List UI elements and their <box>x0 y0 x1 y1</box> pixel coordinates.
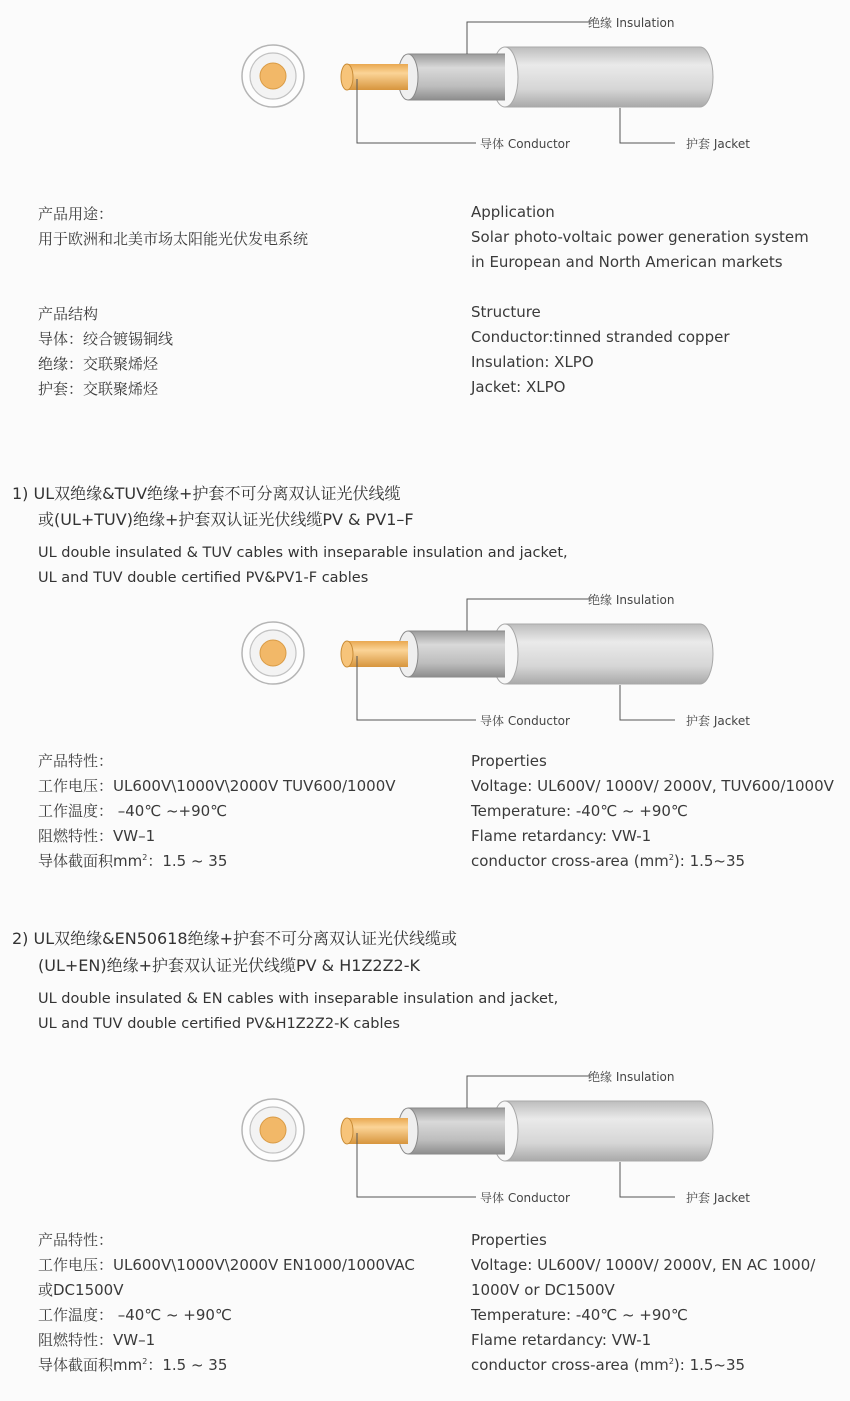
structure-conductor-cn: 导体：绞合镀锡铜线 <box>38 330 174 348</box>
voltage-cn: 工作电压：UL600V\1000V\2000V TUV600/1000V <box>38 777 396 795</box>
section1-properties-en <box>471 749 834 874</box>
cable-diagram-section1 <box>0 573 850 743</box>
flame-en: Flame retardancy: VW-1 <box>471 827 652 845</box>
properties-title-en: Properties <box>471 752 547 770</box>
temperature-en: Temperature: -40℃ ~ +90℃ <box>471 802 688 820</box>
structure-insulation-en: Insulation: XLPO <box>471 353 594 371</box>
area-cn: 导体截面积$mm^2$：1.5 ~ 35 <box>38 852 228 870</box>
jacket-label: 护套 Jacket <box>686 714 750 728</box>
section2-title-line1: 2) UL双绝缘&EN50618绝缘+护套不可分离双认证光伏线缆或 <box>12 929 457 948</box>
area-en: conductor cross-area $(mm^2)$: 1.5~35 <box>471 1356 746 1374</box>
structure-title-en: Structure <box>471 303 541 321</box>
voltage-line2-cn: 或DC1500V <box>38 1281 124 1299</box>
structure-title-cn: 产品结构 <box>38 305 99 323</box>
voltage-en: Voltage: UL600V/ 1000V/ 2000V, TUV600/1000V <box>471 777 834 795</box>
voltage-line1-en: Voltage: UL600V/ 1000V/ 2000V, EN AC 1000/ <box>471 1256 816 1274</box>
application-line1-en: Solar photo-voltaic power generation system <box>471 228 809 246</box>
properties-title-en: Properties <box>471 1231 547 1249</box>
intro-english <box>471 200 809 400</box>
section2-subtitle-line1: UL double insulated & EN cables with inseparable insulation and jacket, <box>38 991 559 1007</box>
section2-properties-en <box>471 1228 815 1378</box>
flame-cn: 阻燃特性：VW–1 <box>38 1331 156 1349</box>
cable-diagram-section2 <box>0 1050 850 1220</box>
section1-subtitle-line1: UL double insulated & TUV cables with inseparable insulation and jacket, <box>38 545 568 561</box>
section1-properties-cn <box>38 749 396 874</box>
section2-title-line2: (UL+EN)绝缘+护套双认证光伏线缆PV & H1Z2Z2-K <box>38 956 421 975</box>
jacket-label: 护套 Jacket <box>686 137 750 151</box>
jacket-label: 护套 Jacket <box>686 1191 750 1205</box>
section1-title-line2: 或(UL+TUV)绝缘+护套双认证光伏线缆PV & PV1–F <box>38 510 414 529</box>
application-title-cn: 产品用途： <box>38 205 114 223</box>
voltage-line2-en: 1000V or DC1500V <box>471 1281 615 1299</box>
temperature-en: Temperature: -40℃ ~ +90℃ <box>471 1306 688 1324</box>
temperature-cn: 工作温度： –40℃ ~+90℃ <box>38 802 228 820</box>
section2-properties-cn <box>38 1228 415 1378</box>
insulation-label: 绝缘 Insulation <box>588 1070 675 1084</box>
application-line2-en: in European and North American markets <box>471 253 783 271</box>
structure-jacket-en: Jacket: XLPO <box>471 378 566 396</box>
properties-title-cn: 产品特性： <box>38 752 114 770</box>
section1-title-line1: 1) UL双绝缘&TUV绝缘+护套不可分离双认证光伏线缆 <box>12 484 401 503</box>
properties-title-cn: 产品特性： <box>38 1231 114 1249</box>
section2-subtitle-line2: UL and TUV double certified PV&H1Z2Z2-K cables <box>38 1016 400 1032</box>
application-text-cn: 用于欧洲和北美市场太阳能光伏发电系统 <box>38 230 309 248</box>
section1-subtitle-line2: UL and TUV double certified PV&PV1-F cables <box>38 570 369 586</box>
temperature-cn: 工作温度： –40℃ ~ +90℃ <box>38 1306 232 1324</box>
voltage-line1-cn: 工作电压：UL600V\1000V\2000V EN1000/1000VAC <box>38 1256 415 1274</box>
conductor-label: 导体 Conductor <box>480 1191 570 1205</box>
flame-en: Flame retardancy: VW-1 <box>471 1331 652 1349</box>
insulation-label: 绝缘 Insulation <box>588 593 675 607</box>
intro-chinese <box>38 202 308 402</box>
structure-insulation-cn: 绝缘：交联聚烯烃 <box>38 355 159 373</box>
flame-cn: 阻燃特性：VW–1 <box>38 827 156 845</box>
conductor-label: 导体 Conductor <box>480 137 570 151</box>
structure-conductor-en: Conductor:tinned stranded copper <box>471 328 730 346</box>
area-en: conductor cross-area $(mm^2)$: 1.5~35 <box>471 852 746 870</box>
area-cn: 导体截面积$mm^2$：1.5 ~ 35 <box>38 1356 228 1374</box>
application-title-en: Application <box>471 203 555 221</box>
insulation-label: 绝缘 Insulation <box>588 16 675 30</box>
conductor-label: 导体 Conductor <box>480 714 570 728</box>
structure-jacket-cn: 护套：交联聚烯烃 <box>38 380 159 398</box>
cable-diagram-top <box>0 0 850 166</box>
